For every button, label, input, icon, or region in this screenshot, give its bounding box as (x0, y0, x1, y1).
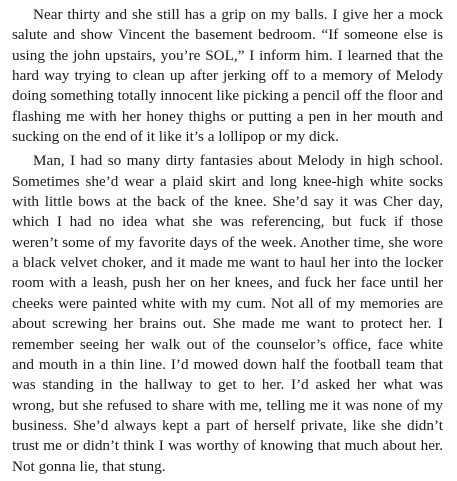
paragraph-1: Near thirty and she still has a grip on my balls. I give her a mock salute and show Vincent the basement bedroom. “If someone else is using the john upstairs, you’re SOL,” I inform him. I learned that the hard way trying to clean up after jerking off to a memory of Melody doing something totally innocent like picking a pencil off the floor and flashing me with her honey thighs or putting a pen in her mouth and sucking on the end of it like it’s a lollipop or my dick. (12, 6, 443, 146)
book-page (12, 5, 443, 481)
paragraph-2: Man, I had so many dirty fantasies about Melody in high school. Sometimes she’d wear a plaid skirt and long knee-high white socks with little bows at the back of the knee. She’d say it was Cher day, which I had no idea what she was referencing, but fuck if those weren’t some of my favorite days of the week. Another time, she wore a black velvet choker, and it made me want to haul her into the locker room with a leash, push her on her knees, and fuck her face until her cheeks were painted white with my cum. Not all of my memories are about screwing her brains out. She made me want to protect her. I remember seeing her walk out of the counselor’s office, face white and mouth in a thin line. I’d mowed down half the football team that was standing in the hallway to get to her. I’d asked her what was wrong, but she refused to share with me, telling me it was none of my business. She’d always kept a part of herself private, like she didn’t trust me or didn’t think I was worthy of knowing that much about her. Not gonna lie, that stung. (12, 152, 443, 475)
